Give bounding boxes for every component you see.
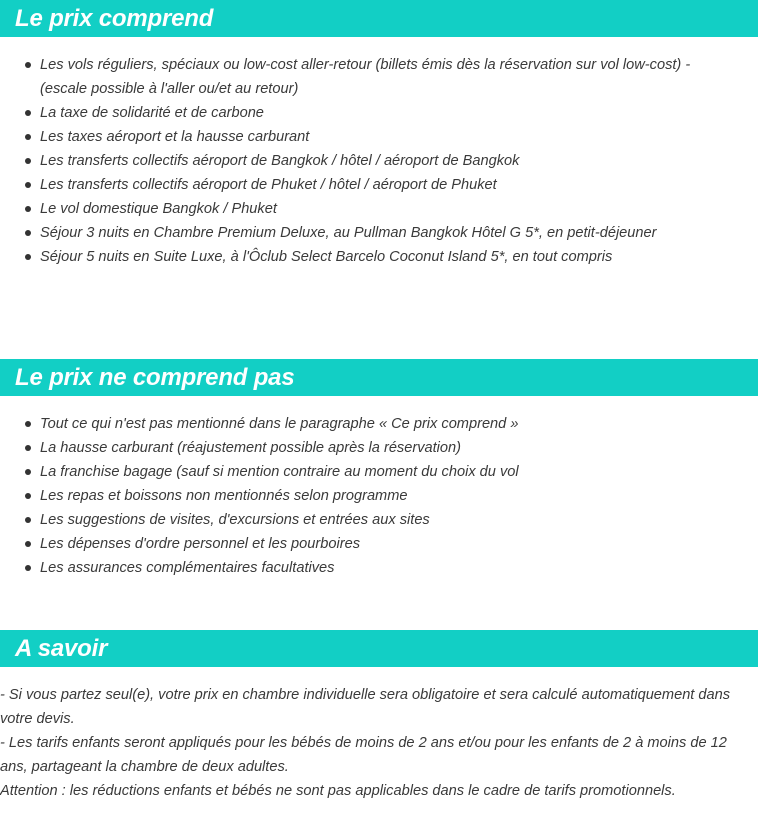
list-item [0,197,730,221]
bullet-icon [25,110,31,116]
info-paragraph: Attention : les réductions enfants et bébés ne sont pas applicables dans le cadre de tarifs promotionnels. [0,783,676,799]
bullet-icon [25,158,31,164]
bullet-icon [25,230,31,236]
section-title-included: Le prix comprend [15,5,214,32]
bullet-icon [25,206,31,212]
list-item [0,508,730,532]
list-item-text: Les suggestions de visites, d'excursions et entrées aux sites [40,512,430,528]
list-item-text: Les transferts collectifs aéroport de Phuket / hôtel / aéroport de Phuket [40,177,497,193]
info-paragraph: - Les tarifs enfants seront appliqués pour les bébés de moins de 2 ans et/ou pour les enfants de 2 à moins de 12 ans, partageant la chambre de deux adultes. [0,735,727,775]
section-title-info: A savoir [15,635,108,662]
list-item-text: La franchise bagage (sauf si mention contraire au moment du choix du vol [40,464,519,480]
list-item-text: Les taxes aéroport et la hausse carburant [40,129,310,145]
list-item [0,412,730,436]
list-item [0,532,730,556]
bullet-icon [25,254,31,260]
bullet-icon [25,421,31,427]
list-item-text: La hausse carburant (réajustement possible après la réservation) [40,440,462,456]
list-item-text: Le vol domestique Bangkok / Phuket [40,201,277,217]
bullet-icon [25,517,31,523]
list-item-text: Les dépenses d'ordre personnel et les pourboires [40,536,361,552]
info-block [0,683,752,803]
list-item [0,221,730,245]
list-item-text: Séjour 3 nuits en Chambre Premium Deluxe, au Pullman Bangkok Hôtel G 5*, en petit-déjeuner [40,225,657,241]
section-header-info [0,630,758,667]
included-list [0,53,730,269]
excluded-list [0,412,730,580]
list-item-text: Les repas et boissons non mentionnés selon programme [40,488,408,504]
section-header-included [0,0,758,37]
section-header-excluded [0,359,758,396]
list-item [0,101,730,125]
bullet-icon [25,445,31,451]
bullet-icon [25,134,31,140]
bullet-icon [25,469,31,475]
info-paragraph: - Si vous partez seul(e), votre prix en chambre individuelle sera obligatoire et sera calculé automatiquement dans votre devis. [0,687,731,727]
list-item-text: Les vols réguliers, spéciaux ou low-cost aller-retour (billets émis dès la réservation sur vol low-cost) - (escale possible à l'aller ou/et au retour) [40,57,691,97]
list-item [0,125,730,149]
list-item [0,53,730,101]
list-item [0,149,730,173]
list-item-text: Tout ce qui n'est pas mentionné dans le paragraphe « Ce prix comprend » [40,416,519,432]
list-item [0,173,730,197]
bullet-icon [25,493,31,499]
list-item-text: Séjour 5 nuits en Suite Luxe, à l'Ôclub Select Barcelo Coconut Island 5*, en tout compris [40,249,613,265]
bullet-icon [25,541,31,547]
bullet-icon [25,565,31,571]
list-item-text: Les assurances complémentaires facultatives [40,560,335,576]
section-title-excluded: Le prix ne comprend pas [15,364,295,391]
list-item-text: Les transferts collectifs aéroport de Bangkok / hôtel / aéroport de Bangkok [40,153,520,169]
bullet-icon [25,182,31,188]
list-item [0,436,730,460]
list-item-text: La taxe de solidarité et de carbone [40,105,264,121]
list-item [0,460,730,484]
list-item [0,245,730,269]
bullet-icon [25,62,31,68]
list-item [0,484,730,508]
list-item [0,556,730,580]
